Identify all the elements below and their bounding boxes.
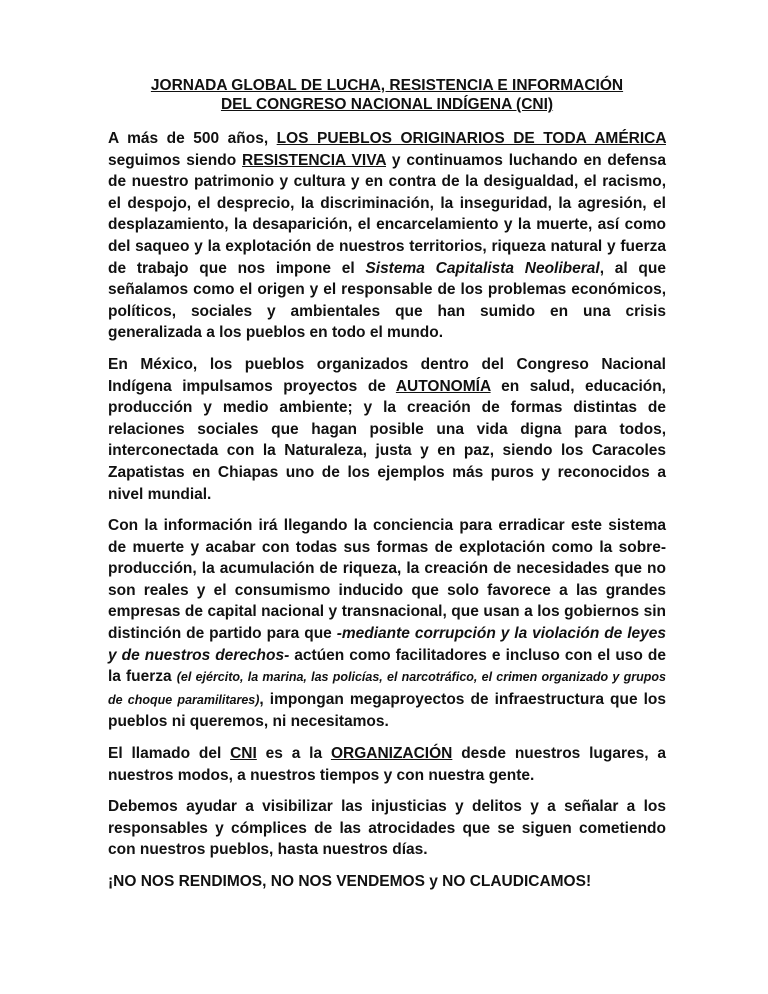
p4-underline-cni: CNI (230, 745, 257, 763)
p4-text-3: desde nuestros lugares, a nuestros modos, a nuestros tiempos y con nuestra gente. (108, 745, 667, 784)
closing-statement: ¡NO NOS RENDIMOS, NO NOS VENDEMOS y NO CLAUDICAMOS! (108, 873, 592, 890)
p1-text-2: seguimos siendo (108, 151, 243, 169)
title-line-2: DEL CONGRESO NACIONAL INDÍGENA (CNI) (220, 96, 554, 113)
paragraph-2 (108, 354, 666, 505)
p1-italic-sistema: Sistema Capitalista Neoliberal (365, 259, 600, 277)
p3-small-fuerza-list: (el ejército, la marina, las policías, el narcotráfico, el crimen organizado y grupos de choque paramilitares) (108, 670, 666, 707)
p3-text-1: Con la información irá llegando la conciencia para erradicar este sistema de muerte y acabar con todas sus formas de explotación como la sobre-producción, la acumulación de riqueza, la creación de necesidades que no son reales y el consumismo inducido que solo favorece a las grandes empresas de capital nacional y transnacional, que usan a los gobiernos sin distinción de partido para que (108, 517, 666, 643)
paragraph-5: Debemos ayudar a visibilizar las injusticias y delitos y a señalar a los responsables y cómplices de las atrocidades que se siguen cometiendo con nuestros pueblos, hasta nuestros días. (108, 798, 666, 859)
p4-text-1: El llamado del (108, 745, 231, 763)
p1-text-1: A más de 500 años, (108, 130, 277, 147)
p1-text-4: , al que señalamos como el origen y el responsable de los problemas económicos, políticos, sociales y ambientales que han sumido en una crisis generalizada a los pueblos en todo el mundo. (108, 259, 666, 342)
paragraph-1 (108, 128, 666, 344)
document-title (108, 76, 666, 114)
p2-text-2: en salud, educación, producción y medio ambiente; y la creación de formas distintas de relaciones sociales que hagan posible una vida digna para todos, interconectada con la Naturaleza, justa y en paz, siendo los Caracoles Zapatistas en Chiapas uno de los ejemplos más puros y reconocidos a nivel mundial. (108, 377, 666, 503)
p1-underline-pueblos: LOS PUEBLOS ORIGINARIOS DE TODA AMÉRICA (276, 130, 666, 147)
p2-text-1: En México, los pueblos organizados dentro del Congreso Nacional Indígena impulsamos proyectos de (108, 355, 666, 395)
p1-text-3: y continuamos luchando en defensa de nuestro patrimonio y cultura y en contra de la desigualdad, el racismo, el despojo, el desprecio, la discriminación, la inseguridad, la agresión, el desplazamiento, la desaparición, el encarcelamiento y la muerte, así como del saqueo y la explotación de nuestros territorios, riqueza natural y fuerza de trabajo que nos impone el (108, 151, 666, 277)
p3-text-2: actúen como facilitadores e incluso con el uso de la fuerza (108, 646, 666, 686)
p2-underline-autonomia: AUTONOMÍA (395, 377, 491, 395)
p3-text-3: , impongan megaproyectos de infraestructura que los pueblos ni queremos, ni necesitamos. (108, 690, 666, 731)
paragraph-4 (108, 743, 666, 786)
p1-underline-resistencia: RESISTENCIA VIVA (242, 151, 387, 169)
p4-underline-organizacion: ORGANIZACIÓN (330, 745, 453, 763)
document-page (108, 76, 666, 893)
p3-italic-corrupcion: -mediante corrupción y la violación de leyes y de nuestros derechos- (108, 625, 667, 664)
paragraph-3 (108, 515, 666, 733)
title-line-1: JORNADA GLOBAL DE LUCHA, RESISTENCIA E INFORMACIÓN (150, 77, 624, 94)
p4-text-2: es a la (256, 745, 331, 763)
